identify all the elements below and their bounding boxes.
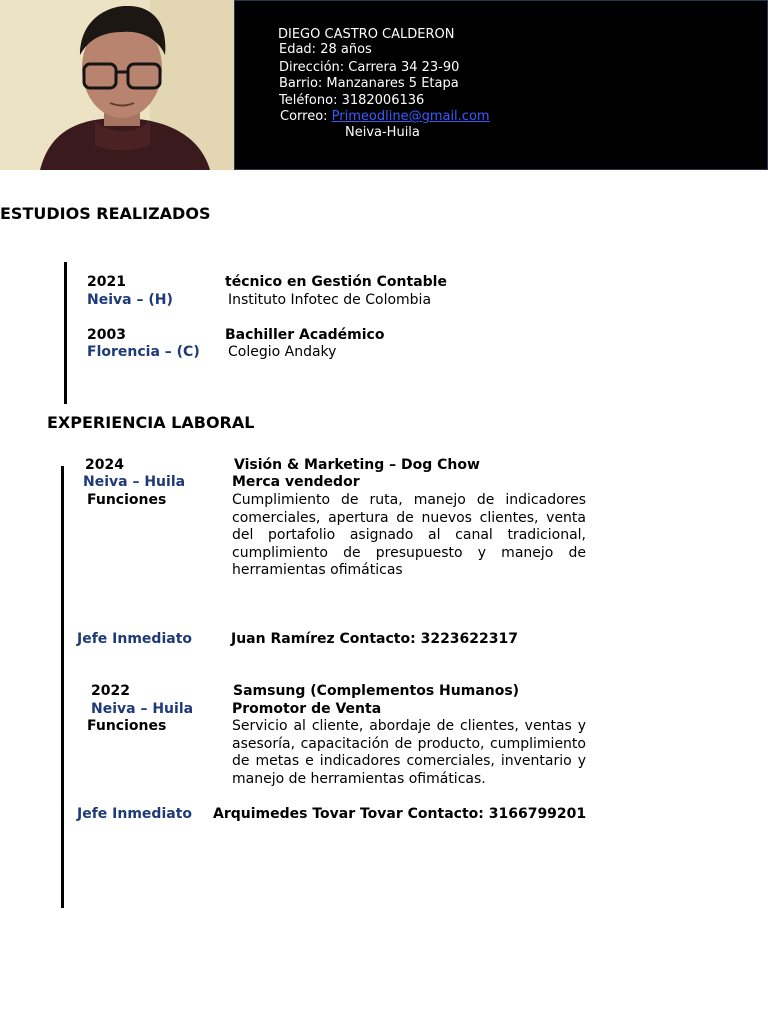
- study-degree: técnico en Gestión Contable: [225, 274, 447, 290]
- job-company: Visión & Marketing – Dog Chow: [234, 457, 480, 473]
- email-label: Correo:: [280, 109, 332, 124]
- phone-text: Teléfono: 3182006136: [279, 93, 425, 108]
- profile-photo: [0, 0, 234, 170]
- job-role: Promotor de Venta: [232, 701, 382, 717]
- study-institution: Instituto Infotec de Colombia: [228, 292, 432, 308]
- boss-contact: Arquimedes Tovar Tovar Contacto: 3166799201: [213, 806, 587, 822]
- boss-label: Jefe Inmediato: [77, 806, 193, 822]
- boss-contact: Juan Ramírez Contacto: 3223622317: [231, 631, 518, 647]
- email-line: [280, 109, 490, 125]
- job-year: 2022: [91, 683, 130, 699]
- email-link[interactable]: Primeodline@gmail.com: [331, 109, 490, 124]
- job-functions-label: Funciones: [87, 492, 167, 508]
- study-place: Neiva – (H): [87, 292, 173, 308]
- job-role: Merca vendedor: [232, 474, 360, 490]
- study-year: 2021: [87, 274, 126, 290]
- job-place: Neiva – Huila: [91, 701, 194, 717]
- study-degree: Bachiller Académico: [225, 327, 385, 343]
- experience-timeline-line: [61, 466, 64, 908]
- job-year: 2024: [85, 457, 124, 473]
- job-functions-text: Servicio al cliente, abordaje de clientes, ventas y asesoría, capacitación de producto, cumplimiento de metas e indicadores comerciales, inventario y manejo de herramientas ofimáticas.: [232, 718, 586, 787]
- studies-title: ESTUDIOS REALIZADOS: [0, 204, 211, 223]
- study-institution: Colegio Andaky: [228, 344, 337, 360]
- study-year: 2003: [87, 327, 126, 343]
- boss-label: Jefe Inmediato: [77, 631, 193, 647]
- age-text: Edad: 28 años: [279, 42, 372, 57]
- city-text: Neiva-Huila: [345, 125, 420, 140]
- job-functions-text: Cumplimiento de ruta, manejo de indicadores comerciales, apertura de nuevos clientes, venta del portafolio asignado al canal tradicional, cumplimiento de presupuesto y manejo de herramientas ofimáticas: [232, 492, 586, 578]
- study-place: Florencia – (C): [87, 344, 200, 360]
- neighborhood-text: Barrio: Manzanares 5 Etapa: [279, 76, 459, 91]
- job-company: Samsung (Complementos Humanos): [233, 683, 520, 699]
- job-place: Neiva – Huila: [83, 474, 186, 490]
- portrait-image: [0, 0, 234, 170]
- candidate-name: DIEGO CASTRO CALDERON: [278, 27, 455, 42]
- contact-header: [234, 0, 768, 170]
- studies-timeline-line: [64, 262, 67, 404]
- address-text: Dirección: Carrera 34 23-90: [279, 60, 460, 75]
- experience-title: EXPERIENCIA LABORAL: [47, 413, 255, 432]
- job-functions-label: Funciones: [87, 718, 167, 734]
